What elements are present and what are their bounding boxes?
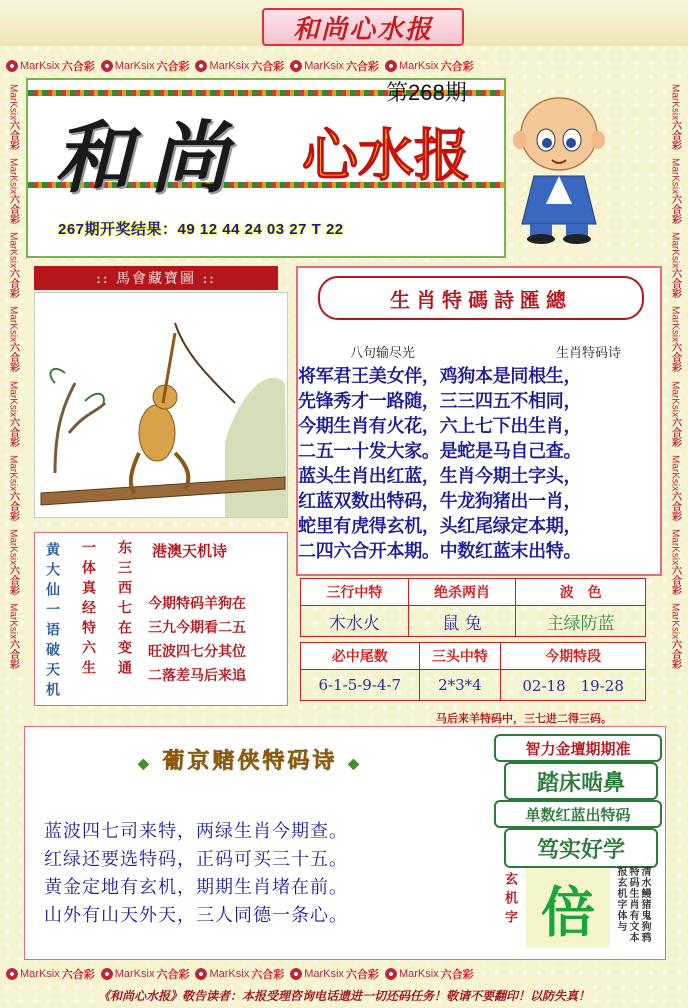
brand-strip-bottom xyxy=(6,964,682,984)
right-side-label: 玄机字 xyxy=(502,872,517,929)
gamble-line: 蓝波四七司来特，两绿生肖今期查。 xyxy=(44,821,348,842)
brand-watermark: MarKsix六合彩 xyxy=(669,232,681,299)
top-title: 和尚心水报 xyxy=(262,8,464,46)
poem-line: 红蓝双数出特码，牛龙狗猪出一肖， xyxy=(298,491,582,512)
logo-main: 和尚 xyxy=(54,113,247,204)
gamble-line: 红绿还要选特码，正码可买三十五。 xyxy=(44,849,348,870)
table-cell: 主绿防蓝 xyxy=(516,606,646,637)
right-value-2: 笃实好学 xyxy=(504,828,658,868)
flower-icon xyxy=(195,60,207,72)
brand-strip-left xyxy=(4,80,22,960)
prediction-table-b xyxy=(300,642,646,701)
right-small-text: 清水鳗猪鬼狗鸦特码生肖有文本报玄机字体与 xyxy=(615,866,650,943)
brand-watermark: MarKsix六合彩 xyxy=(669,158,681,225)
diamond-icon: ◆ xyxy=(348,756,362,772)
brand-watermark: MarKsix六合彩 xyxy=(7,528,19,595)
oracle-lines xyxy=(148,592,246,688)
gamble-title-text: 葡京赌侠特码诗 xyxy=(162,748,338,774)
oracle-line: 三九今期看二五 xyxy=(148,620,246,636)
brand-watermark: MarKsix六合彩 xyxy=(669,454,681,521)
brand-watermark: MarKsix六合彩 xyxy=(669,306,681,373)
poem-subtitle-left: 八句输尽光 xyxy=(350,346,416,361)
issue-number: 第268期 xyxy=(386,80,467,105)
oracle-line: 旺波四七分其位 xyxy=(148,644,246,660)
flower-icon xyxy=(385,968,397,980)
table-header: 三行中特 xyxy=(301,579,409,606)
brand-watermark: MarKsix 六合彩 xyxy=(101,58,190,74)
brand-strip-right xyxy=(666,80,684,960)
flower-icon xyxy=(290,968,302,980)
flower-icon xyxy=(195,968,207,980)
poem-line: 二五一十发大家。是蛇是马自己查。 xyxy=(298,441,582,462)
flower-icon xyxy=(290,60,302,72)
brand-watermark: MarKsix 六合彩 xyxy=(290,966,379,982)
right-label-1: 智力金壇期期准 xyxy=(494,734,662,762)
right-value-1: 踏床啮鼻 xyxy=(504,762,658,800)
poem-line: 二四六合开本期。中数红蓝末出特。 xyxy=(298,541,582,562)
table-cell: 02-18 19-28 xyxy=(501,670,646,701)
brand-watermark: MarKsix 六合彩 xyxy=(195,58,284,74)
flower-icon xyxy=(101,60,113,72)
gamble-line: 黄金定地有玄机，期期生肖堵在前。 xyxy=(44,877,348,898)
brand-watermark: MarKsix六合彩 xyxy=(669,84,681,151)
brand-watermark: MarKsix六合彩 xyxy=(7,454,19,521)
poem-lines xyxy=(298,364,658,564)
table-header: 波 色 xyxy=(516,579,646,606)
brand-watermark: MarKsix 六合彩 xyxy=(290,58,379,74)
poem-line: 先锋秀才一路随，三三四五不相同， xyxy=(298,391,582,412)
brand-watermark: MarKsix 六合彩 xyxy=(195,966,284,982)
poem-subtitle-right: 生肖特码诗 xyxy=(556,346,622,361)
flower-icon xyxy=(6,968,18,980)
table-header: 今期特段 xyxy=(501,643,646,670)
brand-watermark: MarKsix六合彩 xyxy=(7,84,19,151)
table-cell: 6-1-5-9-4-7 xyxy=(301,670,420,701)
oracle-title: 港澳天机诗 xyxy=(152,542,228,560)
gamble-title xyxy=(138,744,362,775)
brand-watermark: MarKsix 六合彩 xyxy=(101,966,190,982)
monkey-fishing-picture xyxy=(35,293,287,517)
oracle-line: 二落差马后来追 xyxy=(148,668,246,684)
diamond-icon: ◆ xyxy=(138,756,152,772)
oracle-column-b: 一体真经特六生 xyxy=(80,540,96,680)
table-cell: 木水火 xyxy=(301,606,409,637)
flower-icon xyxy=(385,60,397,72)
table-header: 绝杀两肖 xyxy=(408,579,516,606)
prediction-table-a xyxy=(300,578,646,637)
brand-watermark: MarKsix 六合彩 xyxy=(6,58,95,74)
table-cell: 鼠 兔 xyxy=(408,606,516,637)
right-big-char: 倍 xyxy=(526,868,610,948)
brand-watermark: MarKsix 六合彩 xyxy=(385,58,474,74)
logo-sub: 心水报 xyxy=(302,112,470,192)
brand-watermark: MarKsix 六合彩 xyxy=(6,966,95,982)
flower-icon xyxy=(101,968,113,980)
note-line: 马后来羊特码中，三七进二得三码。 xyxy=(436,712,612,725)
brand-watermark: MarKsix六合彩 xyxy=(669,380,681,447)
gamble-lines xyxy=(44,818,348,930)
monk-illustration xyxy=(504,84,614,244)
last-result: 267期开奖结果：49 12 44 24 03 27 T 22 xyxy=(58,221,344,238)
brand-watermark: MarKsix六合彩 xyxy=(7,158,19,225)
gamble-line: 山外有山天外天，三人同德一条心。 xyxy=(44,905,348,926)
poem-line: 将军君王美女伴，鸡狗本是同根生， xyxy=(298,366,582,387)
table-cell: 2*3*4 xyxy=(419,670,501,701)
brand-watermark: MarKsix六合彩 xyxy=(7,602,19,669)
brand-strip-top xyxy=(6,56,682,76)
painting-title: :: 馬會藏寶圖 :: xyxy=(34,266,278,290)
brand-watermark: MarKsix六合彩 xyxy=(669,602,681,669)
brand-watermark: MarKsix 六合彩 xyxy=(385,966,474,982)
brand-watermark: MarKsix六合彩 xyxy=(7,306,19,373)
poem-line: 蓝头生肖出红蓝，生肖今期土字头， xyxy=(298,466,582,487)
oracle-column-c: 东三西七在变通 xyxy=(116,540,132,680)
brand-watermark: MarKsix六合彩 xyxy=(669,528,681,595)
poem-line: 今期生肖有火花，六上七下出生肖， xyxy=(298,416,582,437)
flower-icon xyxy=(6,60,18,72)
poem-line: 蛇里有虎得玄机，头红尾绿定本期， xyxy=(298,516,582,537)
brand-watermark: MarKsix六合彩 xyxy=(7,232,19,299)
oracle-line: 今期特码羊狗在 xyxy=(148,596,246,612)
painting-box xyxy=(34,292,288,518)
table-header: 必中尾数 xyxy=(301,643,420,670)
brand-watermark: MarKsix六合彩 xyxy=(7,380,19,447)
right-label-2: 单数红蓝出特码 xyxy=(494,800,662,828)
table-header: 三头中特 xyxy=(419,643,501,670)
poem-header: 生肖特碼詩匯總 xyxy=(318,276,644,320)
oracle-column-a: 黄大仙一语破天机 xyxy=(44,542,60,702)
footer-notice: 《和尚心水报》敬告读者：本报受理咨询电话遗进一切还码任务！敬请不要翻印！以防失真！ xyxy=(97,988,590,1003)
